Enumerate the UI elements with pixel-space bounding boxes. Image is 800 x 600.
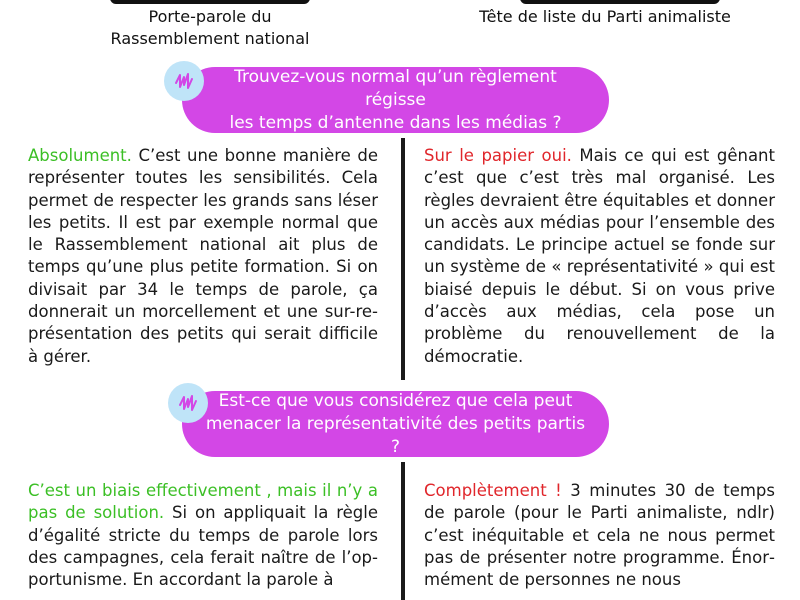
audio-wave-icon — [172, 69, 196, 93]
question-1-line1: Trouvez-vous normal qu’un règlement régisse — [234, 66, 557, 110]
answer-1-right-text: Mais ce qui est gênant c’est que c’est très mal organisé. Les règles devraient être équitables et donner un accès aux médias pour l’ensemble des candidats. Le principe actuel se fonde sur un système de « représentativité » qui est biaisé depuis le début. Si on vous prive d’accès aux médias, cela pose un problème du renouvellement de la démocratie. — [424, 146, 775, 366]
question-2-badge — [168, 383, 208, 423]
answer-2-left — [28, 480, 378, 591]
answer-1-right — [424, 145, 775, 368]
answer-2-right-text: 3 minutes 30 de temps de parole (pour le Parti animaliste, ndlr) c’est inéquitable et cela ne nous permet pas de présenter notre programme. Énormément de personnes ne nous — [424, 481, 775, 590]
question-2-line1: Est-ce que vous considérez que cela peut — [218, 390, 573, 411]
right-speaker-name — [520, 0, 720, 4]
audio-wave-icon — [176, 391, 200, 415]
answer-1-left-text: C’est une bonne manière de représenter toutes les sensibilités. Cela permet de respecter les grands sans léser les petits. Il est par exemple normal que le Rassemblement national ait plus de temps qu’une plus petite formation. Si on divisait par 34 le temps de parole, ça donnerait un morcellement et une sur-représentation des petits qui serait difficile à gérer. — [28, 146, 378, 366]
left-role-line1: Porte-parole du — [148, 7, 272, 26]
left-speaker-name — [110, 0, 310, 4]
left-speaker-role — [60, 6, 360, 50]
answer-2-left-text: Si on appliquait la règle d’égalité stricte du temps de parole lors des campagnes, cela ferait naître de l’opportunisme. En accordant la parole à — [28, 503, 378, 590]
question-2-line2: menacer la représentativité des petits partis ? — [205, 413, 586, 457]
question-1-line2: les temps d’antenne dans les médias ? — [229, 112, 562, 133]
answer-2-right — [424, 480, 775, 591]
left-role-line2: Rassemblement national — [110, 29, 310, 48]
column-divider-1 — [401, 138, 405, 380]
question-2 — [182, 391, 609, 457]
answer-2-left-lead: C’est un biais effectivement , mais il n’y a pas de solution. — [28, 481, 378, 523]
answer-1-left-lead: Absolument. — [28, 146, 132, 165]
answer-1-left — [28, 145, 378, 368]
answer-1-right-lead: Sur le papier oui. — [424, 146, 572, 165]
right-role-line1: Tête de liste du Parti animaliste — [479, 7, 731, 26]
column-divider-2 — [401, 462, 405, 600]
question-1-badge — [164, 61, 204, 101]
right-speaker-role — [430, 6, 780, 28]
answer-2-right-lead: Complètement ! — [424, 481, 562, 500]
question-1 — [182, 67, 609, 133]
